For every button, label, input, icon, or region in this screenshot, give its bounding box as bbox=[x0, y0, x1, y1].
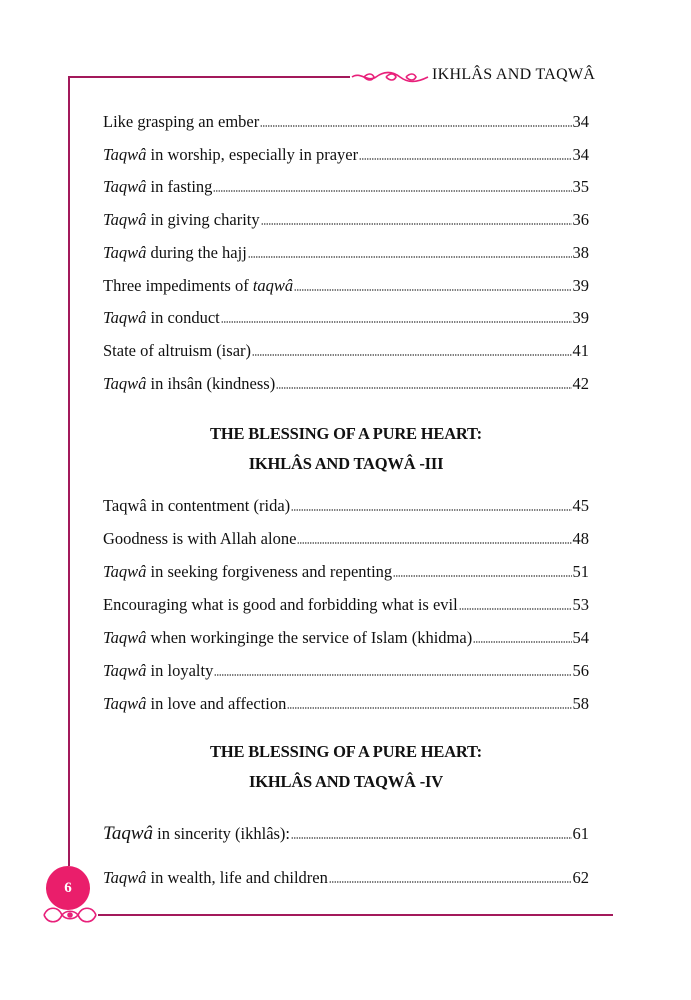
toc-entry[interactable] bbox=[103, 341, 589, 361]
toc-page-number: 38 bbox=[572, 242, 589, 262]
toc-page-number: 54 bbox=[572, 628, 589, 647]
toc-entry[interactable] bbox=[103, 112, 589, 132]
toc-entry[interactable] bbox=[103, 243, 589, 263]
toc-page-number: 45 bbox=[572, 496, 589, 515]
toc-leader-dots bbox=[252, 354, 571, 356]
toc-entry-title-text: Like grasping an ember bbox=[103, 112, 260, 131]
toc-leader-dots bbox=[276, 387, 571, 389]
toc-entry-title-emphasis: Taqwâ bbox=[103, 694, 147, 713]
toc-entry-title-text: Three impediments of bbox=[103, 275, 253, 295]
toc-entry-title-text: Goodness is with Allah alone bbox=[103, 529, 297, 548]
toc-page-number: 39 bbox=[572, 275, 589, 295]
toc-entry[interactable] bbox=[103, 824, 589, 844]
toc-page-number: 56 bbox=[572, 661, 589, 680]
toc-entry-title bbox=[103, 374, 275, 394]
toc-entry-title-emphasis: Taqwâ bbox=[103, 373, 147, 393]
page-number: 6 bbox=[64, 879, 72, 896]
toc-entry[interactable] bbox=[103, 308, 589, 328]
toc-entry-title-text: in sincerity (ikhlâs): bbox=[153, 824, 291, 843]
toc-leader-dots bbox=[294, 289, 571, 291]
toc-leader-dots bbox=[287, 707, 571, 709]
toc-entry[interactable] bbox=[103, 276, 589, 296]
toc-entry-title-emphasis: Taqwâ bbox=[103, 628, 147, 647]
toc-page-number: 35 bbox=[572, 177, 589, 197]
ornament-top-icon bbox=[350, 68, 430, 86]
toc-leader-dots bbox=[213, 190, 571, 192]
toc-entry-title-text: during the hajj bbox=[146, 242, 247, 262]
toc-entry-title bbox=[103, 276, 293, 296]
section-heading-line: IKHLÂS AND TAQWÂ -IV bbox=[249, 772, 443, 791]
toc-entry-title bbox=[103, 341, 251, 361]
toc-entry-title-text: in seeking forgiveness and repenting bbox=[146, 562, 393, 581]
toc-entry-title-emphasis: Taqwâ bbox=[103, 144, 147, 164]
toc-leader-dots bbox=[214, 674, 571, 676]
toc-entry-title-text: Taqwâ in contentment (rida) bbox=[103, 496, 291, 515]
toc-entry-title-text: in worship, especially in prayer bbox=[146, 144, 359, 164]
toc-entry-title-text: when workinginge the service of Islam (khidma) bbox=[146, 628, 473, 647]
toc-entry-title-emphasis: Taqwâ bbox=[103, 562, 147, 581]
section-heading-line: IKHLÂS AND TAQWÂ -III bbox=[248, 454, 444, 473]
toc-page-number: 39 bbox=[572, 308, 589, 328]
toc-entry[interactable] bbox=[103, 661, 589, 681]
toc-entry-title bbox=[103, 210, 260, 230]
toc-page-number: 58 bbox=[572, 694, 589, 713]
toc-entry-title bbox=[103, 694, 286, 714]
toc-entry-title-text: in love and affection bbox=[146, 694, 287, 713]
toc-page-number: 42 bbox=[572, 373, 589, 393]
frame-left-rule bbox=[68, 76, 70, 866]
toc-leader-dots bbox=[261, 223, 572, 225]
toc-entry-title bbox=[103, 824, 290, 844]
toc-leader-dots bbox=[329, 881, 572, 883]
section-heading-line: THE BLESSING OF A PURE HEART: bbox=[210, 424, 482, 443]
toc-entry[interactable] bbox=[103, 562, 589, 582]
toc-entry-title-emphasis: Taqwâ bbox=[103, 210, 147, 230]
toc-leader-dots bbox=[291, 509, 571, 511]
toc-page-number: 34 bbox=[572, 112, 589, 131]
toc-entry[interactable] bbox=[103, 145, 589, 165]
toc-entry[interactable] bbox=[103, 694, 589, 714]
toc-entry-title bbox=[103, 868, 328, 888]
running-head: IKHLÂS AND TAQWÂ bbox=[432, 66, 596, 83]
frame-bottom-rule bbox=[98, 914, 613, 916]
toc-leader-dots bbox=[260, 125, 571, 127]
toc-entry-title-emphasis: Taqwâ bbox=[103, 177, 147, 197]
toc-entry-title bbox=[103, 628, 472, 648]
toc-page-number: 48 bbox=[572, 529, 589, 548]
toc-entry-title bbox=[103, 661, 213, 681]
toc-entry-title-text: in ihsân (kindness) bbox=[146, 373, 276, 393]
toc-page-number: 34 bbox=[572, 144, 589, 164]
frame-top-rule bbox=[68, 76, 350, 78]
toc-entry-title-emphasis: taqwâ bbox=[252, 275, 294, 295]
toc-entry[interactable] bbox=[103, 210, 589, 230]
toc-entry-title bbox=[103, 177, 212, 197]
toc-entry-title bbox=[103, 243, 247, 263]
toc-page-number: 61 bbox=[572, 824, 589, 843]
toc-page-number: 41 bbox=[572, 340, 589, 360]
toc-entry-title-emphasis: Taqwâ bbox=[103, 823, 153, 844]
toc-entry[interactable] bbox=[103, 529, 589, 549]
toc-entry-title-text: in wealth, life and children bbox=[146, 868, 328, 887]
section-heading-line: THE BLESSING OF A PURE HEART: bbox=[210, 742, 482, 761]
ornament-bottom-icon bbox=[40, 902, 100, 928]
toc-entry[interactable] bbox=[103, 628, 589, 648]
toc-entry-title-text: in fasting bbox=[146, 177, 213, 197]
toc-page-number: 36 bbox=[572, 210, 589, 230]
toc-entry-title bbox=[103, 308, 220, 328]
toc-entry[interactable] bbox=[103, 374, 589, 394]
toc-leader-dots bbox=[297, 542, 571, 544]
toc-leader-dots bbox=[221, 321, 572, 323]
toc-page-number: 51 bbox=[572, 562, 589, 581]
toc-leader-dots bbox=[291, 837, 571, 839]
toc-entry-title-emphasis: Taqwâ bbox=[103, 868, 147, 887]
toc-entry-title bbox=[103, 496, 290, 516]
toc-entry-title bbox=[103, 529, 296, 549]
toc-leader-dots bbox=[248, 256, 572, 258]
toc-entry-title bbox=[103, 595, 458, 615]
toc-entry-title-emphasis: Taqwâ bbox=[103, 661, 147, 680]
toc-entry-title-text: Encouraging what is good and forbidding what is evil bbox=[103, 595, 458, 614]
toc-leader-dots bbox=[459, 608, 572, 610]
toc-page-number: 62 bbox=[572, 868, 589, 887]
toc-entry-title-emphasis: Taqwâ bbox=[103, 242, 147, 262]
toc-leader-dots bbox=[473, 641, 571, 643]
toc-entry-title bbox=[103, 562, 392, 582]
toc-entry-title-emphasis: Taqwâ bbox=[103, 308, 147, 328]
toc-entry-title bbox=[103, 145, 358, 165]
toc-leader-dots bbox=[393, 575, 571, 577]
toc-entry[interactable] bbox=[103, 868, 589, 888]
toc-leader-dots bbox=[359, 158, 571, 160]
toc-entry[interactable] bbox=[103, 177, 589, 197]
toc-entry[interactable] bbox=[103, 595, 589, 615]
toc-entry-title-text: State of altruism (isar) bbox=[103, 340, 252, 360]
toc-page-number: 53 bbox=[572, 595, 589, 614]
toc-entry-title-text: in giving charity bbox=[146, 210, 260, 230]
toc-entry-title bbox=[103, 112, 259, 132]
toc-entry[interactable] bbox=[103, 496, 589, 516]
toc-entry-title-text: in conduct bbox=[146, 308, 220, 328]
toc-entry-title-text: in loyalty bbox=[146, 661, 214, 680]
